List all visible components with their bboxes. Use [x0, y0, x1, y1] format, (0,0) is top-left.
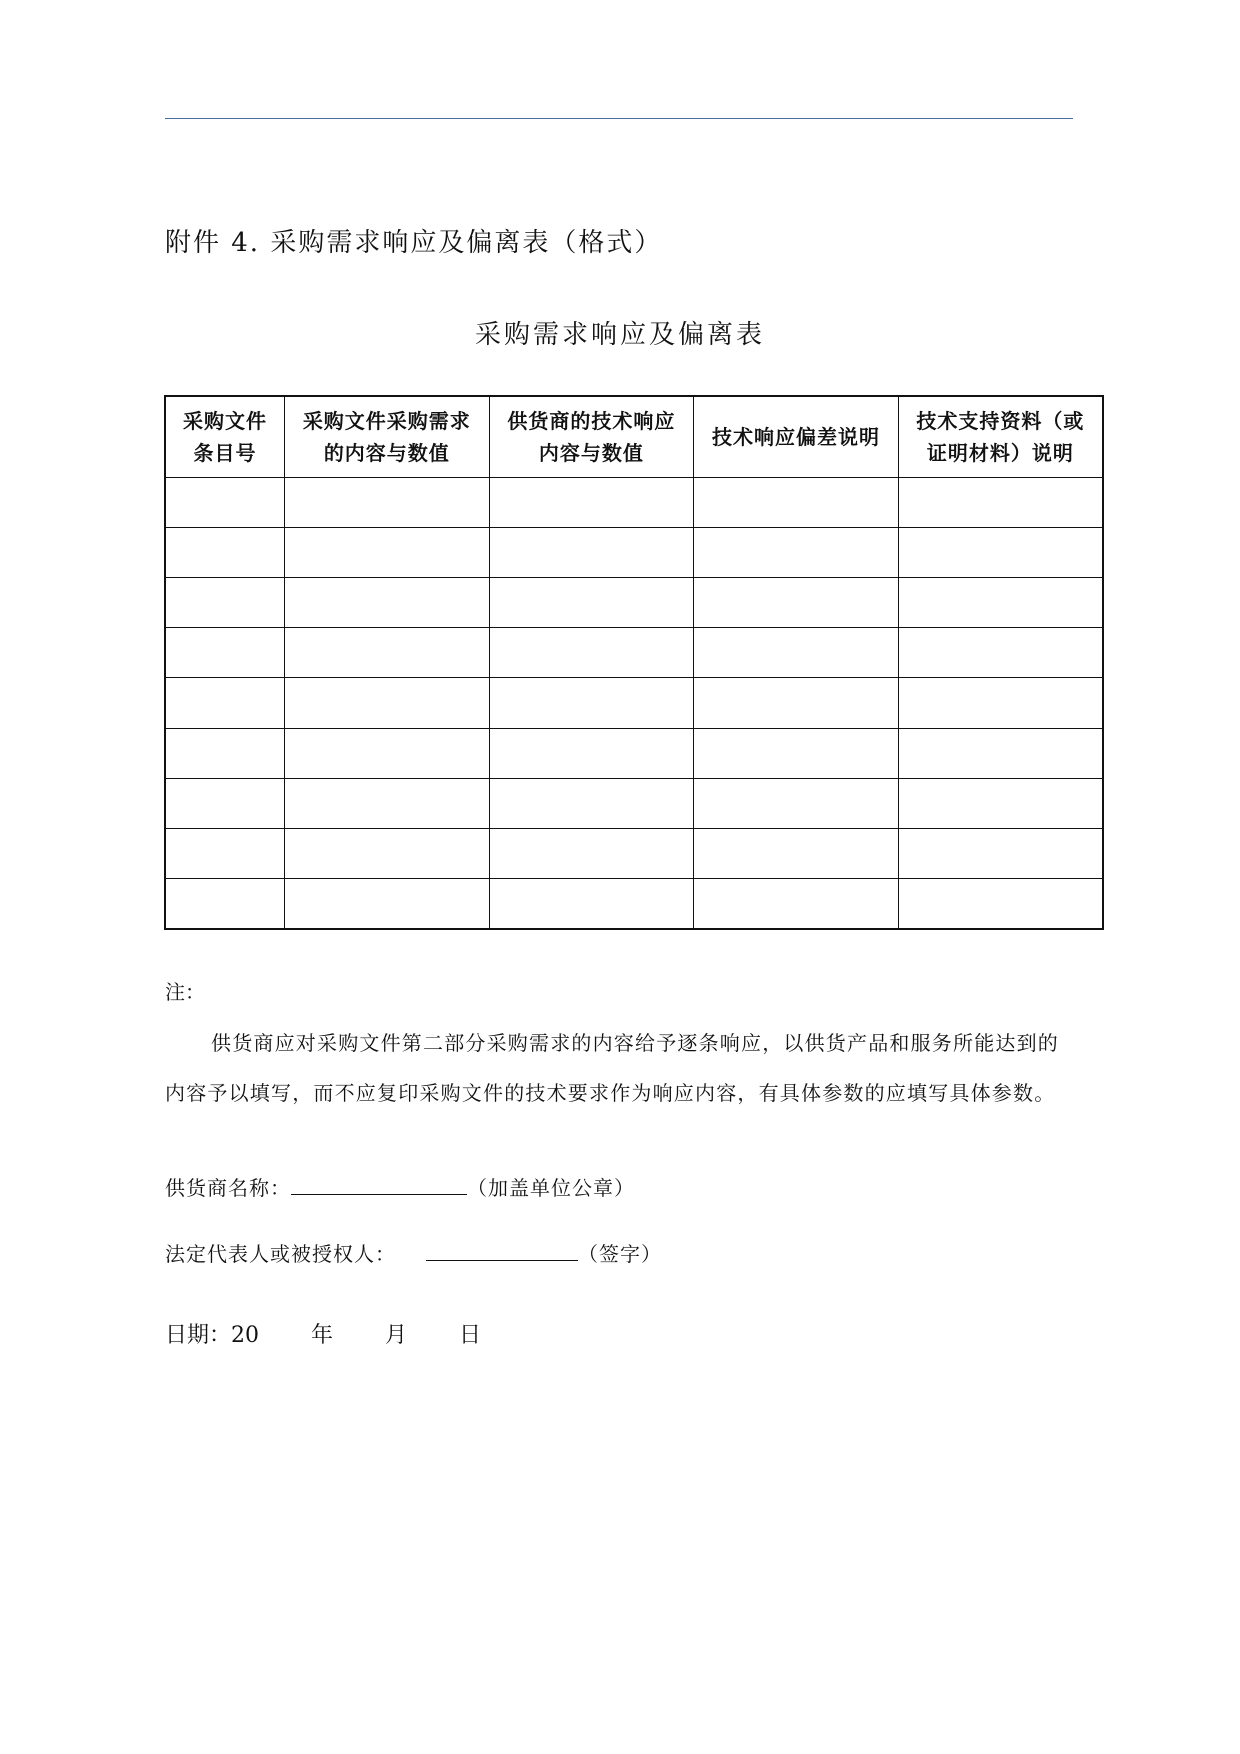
table-row: [165, 728, 1103, 778]
table-cell[interactable]: [694, 728, 899, 778]
table-cell[interactable]: [489, 728, 694, 778]
table-cell[interactable]: [489, 478, 694, 528]
representative-blank[interactable]: [426, 1240, 578, 1261]
table-cell[interactable]: [285, 778, 490, 828]
table-row: [165, 478, 1103, 528]
table-cell[interactable]: [694, 478, 899, 528]
table-cell[interactable]: [165, 778, 285, 828]
header-line: 供货商的技术响应: [507, 409, 676, 433]
table-cell[interactable]: [898, 728, 1103, 778]
header-line: 技术响应偏差说明: [712, 425, 881, 449]
table-cell[interactable]: [165, 678, 285, 728]
date-row: [165, 1318, 481, 1349]
header-support-docs: [898, 396, 1103, 478]
supplier-name-blank[interactable]: [291, 1174, 467, 1195]
representative-row: [165, 1238, 662, 1267]
table-title: 采购需求响应及偏离表: [474, 320, 765, 350]
table-body: [165, 478, 1103, 930]
table-cell[interactable]: [285, 528, 490, 578]
table-cell[interactable]: [489, 528, 694, 578]
header-line: 技术支持资料（或: [916, 409, 1085, 433]
table-row: [165, 878, 1103, 929]
table-cell[interactable]: [165, 878, 285, 929]
table-cell[interactable]: [694, 528, 899, 578]
table-cell[interactable]: [489, 878, 694, 929]
date-month: 月: [385, 1323, 408, 1348]
table-cell[interactable]: [898, 778, 1103, 828]
table-row: [165, 528, 1103, 578]
table-cell[interactable]: [694, 678, 899, 728]
representative-sign-note: （签字）: [578, 1242, 662, 1266]
note-body: 供货商应对采购文件第二部分采购需求的内容给予逐条响应，以供货产品和服务所能达到的内容予以填写，而不应复印采购文件的技术要求作为响应内容，有具体参数的应填写具体参数。: [165, 1031, 1059, 1105]
table-row: [165, 678, 1103, 728]
table-cell[interactable]: [285, 828, 490, 878]
header-line: 内容与数值: [538, 441, 644, 465]
representative-label: 法定代表人或被授权人：: [165, 1242, 396, 1266]
supplier-seal-note: （加盖单位公章）: [467, 1176, 635, 1200]
attachment-title: 附件 4. 采购需求响应及偏离表（格式）: [165, 228, 663, 258]
table-cell[interactable]: [489, 678, 694, 728]
supplier-name-label: 供货商名称：: [165, 1176, 291, 1200]
table-cell[interactable]: [694, 628, 899, 678]
note-label: 注：: [165, 980, 205, 1004]
table-cell[interactable]: [898, 828, 1103, 878]
table-cell[interactable]: [165, 578, 285, 628]
date-day: 日: [459, 1323, 482, 1348]
header-line: 采购文件采购需求: [302, 409, 471, 433]
table-cell[interactable]: [285, 678, 490, 728]
table-cell[interactable]: [694, 878, 899, 929]
table-cell[interactable]: [694, 778, 899, 828]
header-requirement: [285, 396, 490, 478]
table-cell[interactable]: [285, 628, 490, 678]
header-rule: [165, 118, 1073, 119]
date-year-prefix: 20: [231, 1323, 260, 1348]
table-cell[interactable]: [694, 828, 899, 878]
header-clause-no: [165, 396, 285, 478]
table-row: [165, 778, 1103, 828]
table-cell[interactable]: [898, 478, 1103, 528]
date-label: 日期：: [165, 1323, 232, 1348]
table-row: [165, 628, 1103, 678]
header-line: 证明材料）说明: [926, 441, 1074, 465]
table-cell[interactable]: [489, 828, 694, 878]
supplier-name-row: [165, 1172, 635, 1201]
header-line: 条目号: [193, 441, 257, 465]
table-cell[interactable]: [489, 628, 694, 678]
table-cell[interactable]: [165, 728, 285, 778]
header-response: [489, 396, 694, 478]
table-cell[interactable]: [285, 478, 490, 528]
header-deviation: [694, 396, 899, 478]
table-cell[interactable]: [898, 878, 1103, 929]
table-cell[interactable]: [898, 578, 1103, 628]
table-cell[interactable]: [285, 878, 490, 929]
table-header-row: [165, 396, 1103, 478]
table-cell[interactable]: [898, 678, 1103, 728]
table-cell[interactable]: [489, 778, 694, 828]
table-cell[interactable]: [165, 628, 285, 678]
header-line: 的内容与数值: [323, 441, 450, 465]
table-cell[interactable]: [489, 578, 694, 628]
table-cell[interactable]: [898, 628, 1103, 678]
date-year: 年: [311, 1323, 334, 1348]
table-cell[interactable]: [165, 478, 285, 528]
table-cell[interactable]: [285, 728, 490, 778]
deviation-table: [164, 395, 1104, 930]
table-cell[interactable]: [165, 528, 285, 578]
table-row: [165, 578, 1103, 628]
header-line: 采购文件: [183, 409, 267, 433]
table-cell[interactable]: [898, 528, 1103, 578]
table-cell[interactable]: [694, 578, 899, 628]
table-cell[interactable]: [285, 578, 490, 628]
table-cell[interactable]: [165, 828, 285, 878]
table-row: [165, 828, 1103, 878]
